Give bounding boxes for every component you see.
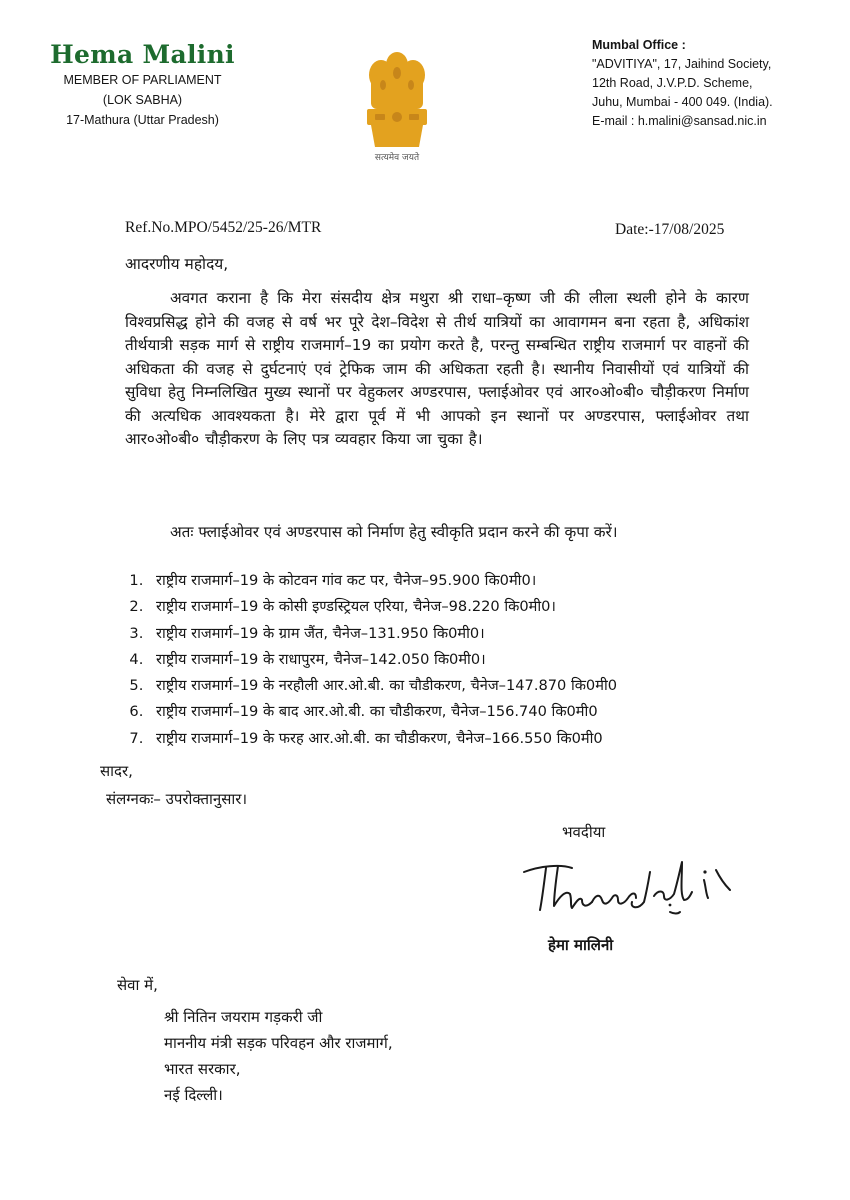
- salutation: आदरणीय महोदय,: [125, 255, 229, 273]
- sender-designation: MEMBER OF PARLIAMENT: [63, 73, 222, 87]
- list-item: 1. राष्ट्रीय राजमार्ग–19 के कोटवन गांव कट पर, चैनेज–95.900 कि0मी0।: [148, 568, 788, 594]
- sender-constituency: 17-Mathura (Uttar Pradesh): [66, 113, 219, 127]
- office-address-line: 12th Road, J.V.P.D. Scheme,: [592, 76, 753, 90]
- recipient-address: [164, 1004, 393, 1108]
- list-item: 4. राष्ट्रीय राजमार्ग–19 के राधापुरम, चैनेज–142.050 कि0मी0।: [148, 647, 788, 673]
- office-title: Mumbal Office :: [592, 38, 686, 52]
- regards: भवदीया: [562, 823, 606, 841]
- office-address-line: "ADVITIYA", 17, Jaihind Society,: [592, 57, 772, 71]
- letter-date: Date:-17/08/2025: [615, 221, 725, 238]
- sender-name: Hema Malini: [50, 40, 235, 69]
- recipient-city: नई दिल्ली।: [164, 1086, 223, 1104]
- list-item: 7. राष्ट्रीय राजमार्ग–19 के फरह आर.ओ.बी. का चौडीकरण, चैनेज–166.550 कि0मी0: [148, 726, 788, 752]
- enclosure: संलग्नकः– उपरोक्तानुसार।: [106, 790, 248, 808]
- signatory-name: हेमा मालिनी: [548, 936, 614, 954]
- office-address-line: Juhu, Mumbai - 400 049. (India).: [592, 95, 773, 109]
- emblem-motto: सत्यमेव जयते: [374, 153, 420, 163]
- recipient-name: श्री नितिन जयराम गड़करी जी: [164, 1008, 323, 1026]
- letterhead-sender: [30, 40, 255, 130]
- body-paragraph: अवगत कराना है कि मेरा संसदीय क्षेत्र मथुरा श्री राधा–कृष्ण जी की लीला स्थली होने के कारण विश्वप्रसिद्ध होने की वजह से वर्ष भर पूरे देश–विदेश से तीर्थ यात्रियों का आवागमन बना रहता है, अधिकांश तीर्थयात्री सड़क मार्ग से राष्ट्रीय राजमार्ग–19 का प्रयोग करते है, परन्तु सम्बन्धित राष्ट्रीय राजमार्ग पर वाहनों की अधिकता की वजह से दुर्घटनाएं एवं ट्रेफिक जाम की अधिकता रहती है। स्थानीय निवासीयों एवं यात्रियों की सुविधा हेतु निम्नलिखित मुख्य स्थानों पर वेहुकलर अण्डरपास, फ्लाईओवर एवं आर०ओ०बी० चौड़ीकरण निर्माण की अत्यधिक आवश्यकता है। मेरे द्वारा पूर्व में भी आपको इन स्थानों पर अण्डरपास, फ्लाईओवर तथा आर०ओ०बी० चौड़ीकरण के लिए पत्र व्यवहार किया जा चुका है।: [125, 289, 749, 448]
- request-paragraph: अतः फ्लाईओवर एवं अण्डरपास को निर्माण हेतु स्वीकृति प्रदान करने की कृपा करें।: [170, 523, 618, 541]
- reference-number: Ref.No.MPO/5452/25-26/MTR: [125, 219, 322, 236]
- list-item: 2. राष्ट्रीय राजमार्ग–19 के कोसी इण्डस्ट्रियल एरिया, चैनेज–98.220 कि0मी0।: [148, 594, 788, 620]
- recipient-designation: माननीय मंत्री सड़क परिवहन और राजमार्ग,: [164, 1034, 393, 1052]
- office-email: E-mail : h.malini@sansad.nic.in: [592, 114, 767, 128]
- closing: सादर,: [100, 762, 133, 780]
- sender-house: (LOK SABHA): [102, 93, 183, 107]
- recipient-intro: सेवा में,: [117, 976, 158, 994]
- recipient-organization: भारत सरकार,: [164, 1060, 241, 1078]
- office-address: [592, 36, 837, 131]
- handwritten-signature: [520, 850, 745, 920]
- list-item: 5. राष्ट्रीय राजमार्ग–19 के नरहौली आर.ओ.बी. का चौडीकरण, चैनेज–147.870 कि0मी0: [148, 673, 788, 699]
- list-item: 6. राष्ट्रीय राजमार्ग–19 के बाद आर.ओ.बी. का चौडीकरण, चैनेज–156.740 कि0मी0: [148, 699, 788, 725]
- list-item: 3. राष्ट्रीय राजमार्ग–19 के ग्राम जैंत, चैनेज–131.950 कि0मी0।: [148, 621, 788, 647]
- location-list: [120, 568, 788, 752]
